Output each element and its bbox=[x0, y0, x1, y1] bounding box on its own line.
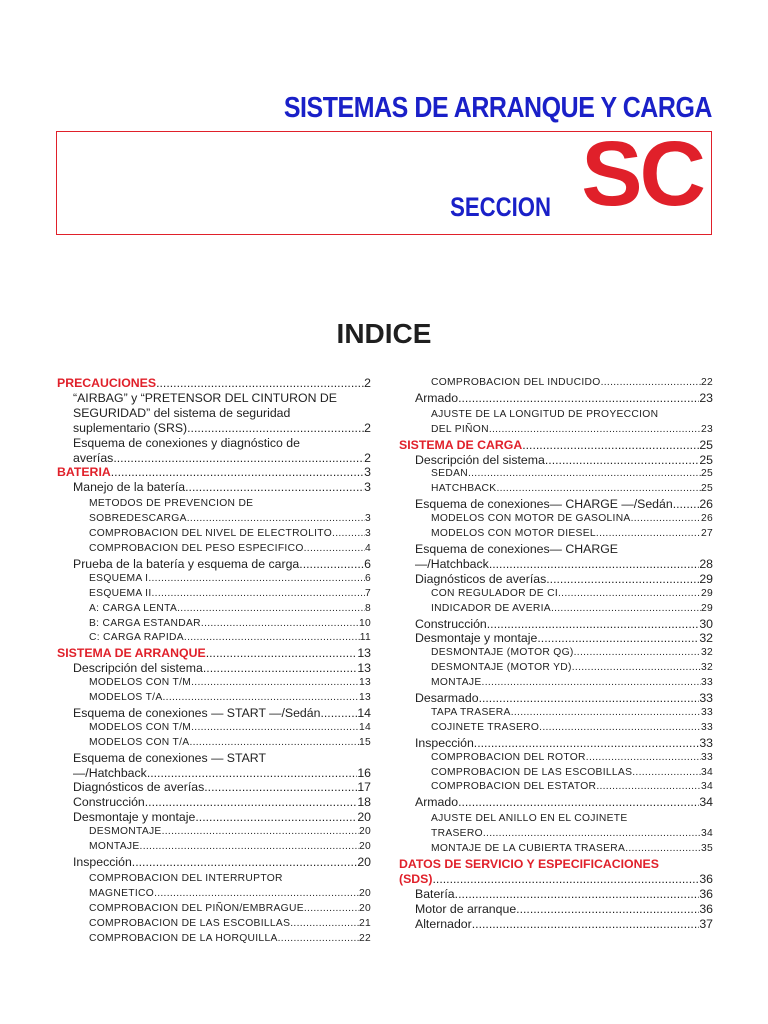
toc-dot-leader bbox=[632, 766, 701, 781]
document-title: SISTEMAS DE ARRANQUE Y CARGA bbox=[283, 92, 712, 124]
toc-dot-leader bbox=[489, 423, 701, 438]
toc-dot-leader bbox=[206, 646, 358, 661]
toc-entry-title: Motor de arranque bbox=[415, 901, 517, 916]
toc-dot-leader bbox=[203, 661, 357, 676]
toc-entry[interactable] bbox=[57, 870, 371, 887]
toc-entry-title: Desmontaje y montaje bbox=[415, 631, 538, 646]
toc-entry[interactable] bbox=[399, 602, 713, 617]
toc-entry-page: 17 bbox=[357, 780, 371, 795]
toc-entry-title: COMPROBACION DE LAS ESCOBILLAS bbox=[89, 917, 291, 929]
toc-entry[interactable] bbox=[399, 661, 713, 676]
toc-entry[interactable] bbox=[57, 780, 371, 795]
toc-entry-page: 33 bbox=[700, 677, 713, 689]
toc-dot-leader bbox=[631, 512, 701, 527]
toc-entry[interactable] bbox=[57, 721, 371, 736]
toc-entry[interactable] bbox=[399, 887, 713, 902]
toc-dot-leader bbox=[147, 766, 358, 781]
toc-entry-title: B: CARGA ESTANDAR bbox=[89, 617, 201, 629]
toc-entry-page: 22 bbox=[700, 377, 713, 388]
toc-entry-title: AJUSTE DE LA LONGITUD DE PROYECCION bbox=[431, 408, 659, 420]
toc-entry-title: MODELOS CON T/M bbox=[89, 721, 192, 733]
toc-entry-title: SOBREDESCARGA bbox=[89, 513, 187, 525]
toc-dot-leader bbox=[185, 480, 364, 495]
toc-dot-leader bbox=[511, 706, 701, 721]
toc-entry-title: ESQUEMA I bbox=[89, 572, 149, 584]
toc-dot-leader bbox=[290, 917, 359, 932]
toc-entry-page: 25 bbox=[699, 437, 713, 452]
toc-entry-page: 20 bbox=[358, 887, 371, 899]
toc-entry[interactable] bbox=[57, 602, 371, 617]
toc-dot-leader bbox=[320, 706, 357, 721]
toc-dot-leader bbox=[522, 438, 699, 453]
toc-entry-title: DESMONTAJE (MOTOR QG) bbox=[431, 647, 574, 659]
toc-dot-leader bbox=[572, 661, 701, 676]
toc-entry-title: TAPA TRASERA bbox=[431, 706, 511, 718]
toc-entry-title: SEDAN bbox=[431, 468, 468, 480]
toc-entry[interactable] bbox=[57, 406, 371, 421]
toc-entry-title: Diagnósticos de averías bbox=[73, 780, 205, 795]
toc-dot-leader bbox=[278, 932, 359, 947]
toc-entry-page: 33 bbox=[700, 751, 713, 763]
toc-entry[interactable] bbox=[57, 376, 371, 391]
toc-entry-title: COMPROBACION DE LAS ESCOBILLAS bbox=[431, 766, 633, 778]
toc-entry[interactable] bbox=[57, 887, 371, 902]
toc-dot-leader bbox=[184, 631, 360, 646]
toc-entry[interactable] bbox=[57, 512, 371, 527]
toc-dot-leader bbox=[111, 465, 364, 480]
toc-entry[interactable] bbox=[399, 391, 713, 406]
toc-entry-page: 4 bbox=[364, 542, 371, 554]
toc-entry-title: DESMONTAJE bbox=[89, 826, 162, 838]
toc-entry[interactable] bbox=[399, 376, 713, 391]
toc-entry-title: DEL PIÑON bbox=[431, 423, 489, 435]
toc-entry[interactable] bbox=[399, 527, 713, 542]
toc-entry-title: MODELOS CON MOTOR DE GASOLINA bbox=[431, 513, 631, 525]
toc-entry-page: 37 bbox=[699, 916, 713, 931]
toc-entry-page: 14 bbox=[357, 705, 371, 720]
toc-entry[interactable] bbox=[57, 736, 371, 751]
toc-entry-page: 36 bbox=[699, 871, 713, 886]
toc-entry[interactable] bbox=[57, 917, 371, 932]
toc-entry-title: C: CARGA RAPIDA bbox=[89, 632, 184, 644]
toc-dot-leader bbox=[487, 617, 700, 632]
toc-entry-title: Inspección bbox=[73, 855, 132, 869]
toc-entry-title: COMPROBACION DEL NIVEL DE ELECTROLITO bbox=[89, 528, 333, 540]
toc-entry[interactable] bbox=[57, 631, 371, 646]
toc-dot-leader bbox=[482, 676, 701, 691]
toc-dot-leader bbox=[177, 602, 365, 617]
toc-entry-title: ESQUEMA II bbox=[89, 587, 152, 599]
toc-entry-page: 7 bbox=[364, 587, 371, 599]
toc-entry[interactable] bbox=[399, 917, 713, 932]
toc-entry[interactable] bbox=[57, 676, 371, 691]
toc-entry[interactable] bbox=[399, 438, 713, 453]
toc-entry-title: MODELOS CON T/M bbox=[89, 677, 192, 689]
toc-entry-title: SISTEMA DE ARRANQUE bbox=[57, 646, 206, 661]
toc-entry-title: MODELOS CON MOTOR DIESEL bbox=[431, 528, 596, 540]
toc-dot-leader bbox=[537, 631, 699, 646]
toc-entry[interactable] bbox=[57, 557, 371, 572]
toc-dot-leader bbox=[304, 542, 365, 557]
toc-entry[interactable] bbox=[57, 766, 371, 781]
toc-entry-title: AJUSTE DEL ANILLO EN EL COJINETE bbox=[431, 813, 628, 825]
toc-entry-title: Armado bbox=[415, 795, 459, 810]
toc-entry[interactable] bbox=[399, 572, 713, 587]
toc-entry-page: 33 bbox=[699, 691, 713, 706]
toc-dot-leader bbox=[195, 810, 357, 825]
toc-entry[interactable] bbox=[57, 932, 371, 947]
toc-entry[interactable] bbox=[399, 497, 713, 512]
toc-dot-leader bbox=[189, 736, 359, 751]
toc-entry-page: 27 bbox=[700, 528, 713, 540]
toc-entry[interactable] bbox=[399, 646, 713, 661]
toc-entry-page: 32 bbox=[700, 647, 713, 659]
toc-entry-title: SISTEMA DE CARGA bbox=[399, 437, 523, 452]
toc-dot-leader bbox=[458, 391, 699, 406]
toc-entry-page: 20 bbox=[358, 902, 371, 914]
toc-entry[interactable] bbox=[57, 527, 371, 542]
toc-entry-title: Esquema de conexiones — START bbox=[73, 750, 266, 765]
toc-entry-title: Descripción del sistema bbox=[73, 661, 203, 676]
toc-entry-title: CON REGULADOR DE CI bbox=[431, 587, 558, 599]
toc-entry[interactable] bbox=[57, 810, 371, 825]
toc-entry-title: COMPROBACION DEL INTERRUPTOR bbox=[89, 872, 283, 884]
toc-entry-page: 8 bbox=[364, 602, 371, 614]
toc-entry[interactable] bbox=[57, 465, 371, 480]
toc-dot-leader bbox=[551, 602, 701, 617]
toc-entry-page: 29 bbox=[700, 587, 713, 599]
toc-entry-title: Esquema de conexiones — START —/Sedán bbox=[73, 705, 321, 720]
toc-entry-title: —/Hatchback bbox=[73, 765, 147, 780]
toc-entry-page: 20 bbox=[357, 855, 371, 869]
toc-entry-page: 15 bbox=[358, 736, 371, 748]
toc-entry[interactable] bbox=[57, 436, 371, 451]
toc-entry[interactable] bbox=[399, 827, 713, 842]
toc-entry-title: A: CARGA LENTA bbox=[89, 602, 178, 614]
toc-entry-page: 20 bbox=[357, 810, 371, 825]
toc-entry[interactable] bbox=[399, 557, 713, 572]
toc-entry[interactable] bbox=[399, 721, 713, 736]
toc-entry[interactable] bbox=[399, 706, 713, 721]
toc-entry[interactable] bbox=[57, 542, 371, 557]
toc-entry-page: 29 bbox=[699, 571, 713, 586]
toc-entry-title: Prueba de la batería y esquema de carga bbox=[73, 556, 300, 571]
toc-dot-leader bbox=[558, 587, 701, 602]
toc-entry-title: TRASERO bbox=[431, 828, 483, 840]
section-box bbox=[56, 123, 712, 235]
toc-dot-leader bbox=[574, 646, 701, 661]
toc-dot-leader bbox=[468, 467, 701, 482]
toc-entry[interactable] bbox=[399, 691, 713, 706]
toc-dot-leader bbox=[148, 572, 365, 587]
toc-entry-page: 25 bbox=[700, 483, 713, 495]
toc-entry-page: 22 bbox=[358, 932, 371, 944]
toc-entry-title: —/Hatchback bbox=[415, 556, 489, 571]
toc-entry[interactable] bbox=[57, 661, 371, 676]
toc-entry-title: Esquema de conexiones— CHARGE bbox=[415, 541, 618, 556]
toc-entry[interactable] bbox=[399, 902, 713, 917]
toc-left-column bbox=[57, 376, 371, 946]
toc-entry-title: MONTAJE DE LA CUBIERTA TRASERA bbox=[431, 843, 626, 855]
toc-entry[interactable] bbox=[399, 810, 713, 827]
toc-entry-title: Diagnósticos de averías bbox=[415, 571, 547, 586]
toc-entry-title: suplementario (SRS) bbox=[73, 420, 188, 435]
toc-entry-title: SEGURIDAD” del sistema de seguridad bbox=[73, 405, 291, 420]
toc-entry-title: Descripción del sistema bbox=[415, 452, 545, 467]
toc-dot-leader bbox=[201, 617, 359, 632]
toc-entry-page: 32 bbox=[700, 662, 713, 674]
toc-entry-page: 32 bbox=[699, 631, 713, 646]
toc-entry[interactable] bbox=[57, 617, 371, 632]
toc-entry-page: 34 bbox=[700, 781, 713, 793]
toc-entry[interactable] bbox=[57, 480, 371, 495]
toc-entry-title: MODELOS CON T/A bbox=[89, 736, 190, 748]
toc-entry[interactable] bbox=[399, 467, 713, 482]
toc-dot-leader bbox=[187, 512, 365, 527]
toc-dot-leader bbox=[479, 691, 700, 706]
toc-entry-title: DATOS DE SERVICIO Y ESPECIFICACIONES bbox=[399, 857, 659, 871]
toc-entry[interactable] bbox=[57, 451, 371, 466]
toc-entry-title: COMPROBACION DEL INDUCIDO bbox=[431, 377, 601, 388]
toc-dot-leader bbox=[191, 721, 359, 736]
toc-entry-page: 3 bbox=[364, 480, 371, 495]
toc-entry[interactable] bbox=[399, 736, 713, 751]
toc-entry-page: 34 bbox=[700, 766, 713, 778]
toc-entry-title: Esquema de conexiones— CHARGE —/Sedán bbox=[415, 497, 673, 512]
toc-dot-leader bbox=[299, 557, 364, 572]
toc-entry-title: Desmontaje y montaje bbox=[73, 810, 196, 825]
toc-entry-page: 2 bbox=[364, 450, 371, 465]
toc-entry[interactable] bbox=[399, 631, 713, 646]
toc-entry[interactable] bbox=[399, 512, 713, 527]
toc-entry-title: MONTAJE bbox=[431, 677, 482, 689]
toc-entry-page: 36 bbox=[699, 886, 713, 901]
toc-entry-page: 28 bbox=[699, 556, 713, 571]
toc-entry-page: 3 bbox=[364, 513, 371, 525]
toc-entry-page: 34 bbox=[699, 795, 713, 810]
toc-dot-leader bbox=[152, 587, 365, 602]
toc-dot-leader bbox=[113, 451, 364, 466]
toc-dot-leader bbox=[455, 887, 700, 902]
toc-dot-leader bbox=[163, 691, 359, 706]
toc-dot-leader bbox=[516, 902, 699, 917]
toc-dot-leader bbox=[332, 527, 365, 542]
toc-entry-page: 26 bbox=[699, 497, 713, 512]
toc-entry-page: 14 bbox=[358, 721, 371, 733]
toc-dot-leader bbox=[586, 751, 701, 766]
toc-entry[interactable] bbox=[57, 840, 371, 855]
toc-entry[interactable] bbox=[57, 795, 371, 810]
toc-entry-page: 13 bbox=[358, 692, 371, 704]
toc-dot-leader bbox=[187, 421, 364, 436]
toc-entry-title: MONTAJE bbox=[89, 841, 140, 853]
toc-entry[interactable] bbox=[57, 751, 371, 766]
toc-entry-page: 13 bbox=[357, 661, 371, 676]
toc-entry[interactable] bbox=[57, 391, 371, 406]
toc-dot-leader bbox=[673, 497, 700, 512]
toc-entry-title: Alternador bbox=[415, 916, 472, 931]
section-code: SC bbox=[581, 123, 703, 225]
toc-dot-leader bbox=[154, 887, 359, 902]
toc-dot-leader bbox=[162, 825, 359, 840]
toc-entry-page: 20 bbox=[358, 841, 371, 853]
toc-entry[interactable] bbox=[399, 482, 713, 497]
index-heading: INDICE bbox=[336, 318, 432, 349]
toc-entry-page: 25 bbox=[699, 452, 713, 467]
toc-entry[interactable] bbox=[399, 676, 713, 691]
toc-entry-page: 13 bbox=[357, 646, 371, 661]
toc-entry[interactable] bbox=[399, 842, 713, 857]
toc-dot-leader bbox=[132, 855, 358, 870]
toc-entry[interactable] bbox=[57, 572, 371, 587]
toc-entry-title: COJINETE TRASERO bbox=[431, 721, 540, 733]
toc-dot-leader bbox=[496, 482, 700, 497]
toc-entry-page: 29 bbox=[700, 602, 713, 614]
toc-entry-page: 34 bbox=[700, 828, 713, 840]
section-word: SECCION bbox=[450, 192, 551, 222]
toc-entry-title: averías bbox=[73, 450, 114, 465]
toc-dot-leader bbox=[625, 842, 701, 857]
toc-entry-title: (SDS) bbox=[399, 871, 433, 886]
toc-dot-leader bbox=[596, 527, 701, 542]
toc-entry-title: Construcción bbox=[73, 795, 145, 810]
toc-entry-page: 33 bbox=[699, 735, 713, 750]
toc-entry-page: 20 bbox=[358, 826, 371, 838]
toc-entry[interactable] bbox=[57, 587, 371, 602]
toc-dot-leader bbox=[546, 572, 699, 587]
toc-entry[interactable] bbox=[57, 691, 371, 706]
toc-dot-leader bbox=[545, 453, 699, 468]
toc-entry[interactable] bbox=[399, 780, 713, 795]
toc-dot-leader bbox=[472, 917, 700, 932]
toc-entry[interactable] bbox=[399, 617, 713, 632]
toc-entry-title: MODELOS T/A bbox=[89, 692, 163, 704]
toc-dot-leader bbox=[156, 376, 364, 391]
toc-dot-leader bbox=[601, 376, 701, 391]
toc-entry[interactable] bbox=[399, 406, 713, 423]
toc-entry-page: 3 bbox=[364, 465, 371, 480]
toc-entry-page: 23 bbox=[700, 423, 713, 435]
toc-entry-title: Manejo de la batería bbox=[73, 480, 186, 495]
toc-entry[interactable] bbox=[399, 872, 713, 887]
toc-entry[interactable] bbox=[57, 902, 371, 917]
toc-entry-title: Armado bbox=[415, 390, 459, 405]
toc-entry[interactable] bbox=[57, 825, 371, 840]
toc-entry[interactable] bbox=[399, 542, 713, 557]
toc-entry-page: 33 bbox=[700, 706, 713, 718]
toc-entry-page: 10 bbox=[358, 617, 371, 629]
toc-entry-title: PRECAUCIONES bbox=[57, 376, 157, 390]
toc-entry-page: 3 bbox=[364, 528, 371, 540]
toc-entry[interactable] bbox=[399, 751, 713, 766]
toc-entry-page: 16 bbox=[357, 765, 371, 780]
toc-entry-page: 36 bbox=[699, 901, 713, 916]
toc-dot-leader bbox=[304, 902, 359, 917]
toc-entry[interactable] bbox=[399, 795, 713, 810]
toc-dot-leader bbox=[483, 827, 701, 842]
toc-entry[interactable] bbox=[57, 421, 371, 436]
toc-entry[interactable] bbox=[57, 855, 371, 870]
toc-entry-page: 30 bbox=[699, 616, 713, 631]
toc-entry-page: 18 bbox=[357, 795, 371, 810]
toc-entry-page: 13 bbox=[358, 677, 371, 689]
toc-entry[interactable] bbox=[399, 766, 713, 781]
toc-entry-title: “AIRBAG” y “PRETENSOR DEL CINTURON DE bbox=[73, 390, 337, 405]
toc-entry-page: 2 bbox=[364, 376, 371, 390]
toc-dot-leader bbox=[539, 721, 701, 736]
toc-dot-leader bbox=[474, 736, 700, 751]
toc-entry-page: 33 bbox=[700, 721, 713, 733]
toc-dot-leader bbox=[489, 557, 700, 572]
toc-entry-title: Desarmado bbox=[415, 691, 479, 706]
toc-entry[interactable] bbox=[57, 495, 371, 512]
toc-entry-page: 35 bbox=[700, 843, 713, 855]
toc-entry-title: INDICADOR DE AVERIA bbox=[431, 602, 551, 614]
toc-dot-leader bbox=[596, 780, 701, 795]
toc-dot-leader bbox=[145, 795, 358, 810]
toc-entry[interactable] bbox=[399, 423, 713, 438]
toc-entry-title: MAGNETICO bbox=[89, 887, 155, 899]
toc-entry-title: COMPROBACION DEL ESTATOR bbox=[431, 781, 597, 793]
toc-entry-title: BATERIA bbox=[57, 465, 111, 480]
toc-right-column bbox=[399, 376, 713, 932]
toc-entry[interactable] bbox=[57, 646, 371, 661]
toc-entry-page: 2 bbox=[364, 420, 371, 435]
toc-entry-title: METODOS DE PREVENCION DE bbox=[89, 498, 254, 510]
toc-entry-page: 26 bbox=[700, 513, 713, 525]
toc-dot-leader bbox=[140, 840, 359, 855]
toc-entry-page: 11 bbox=[359, 632, 371, 644]
toc-entry-page: 6 bbox=[364, 572, 371, 584]
toc-entry[interactable] bbox=[399, 857, 713, 872]
toc-dot-leader bbox=[191, 676, 359, 691]
toc-dot-leader bbox=[458, 795, 699, 810]
toc-entry[interactable] bbox=[399, 453, 713, 468]
toc-entry-page: 23 bbox=[699, 390, 713, 405]
toc-entry-title: HATCHBACK bbox=[431, 483, 497, 495]
toc-dot-leader bbox=[204, 780, 357, 795]
toc-dot-leader bbox=[432, 872, 699, 887]
toc-entry-page: 21 bbox=[358, 917, 371, 929]
toc-entry-title: DESMONTAJE (MOTOR YD) bbox=[431, 662, 572, 674]
toc-entry-page: 25 bbox=[700, 468, 713, 480]
toc-entry-title: Inspección bbox=[415, 735, 474, 750]
toc-entry-title: COMPROBACION DE LA HORQUILLA bbox=[89, 932, 278, 944]
toc-entry-page: 6 bbox=[364, 556, 371, 571]
toc-entry-title: COMPROBACION DEL ROTOR bbox=[431, 751, 586, 763]
toc-entry-title: COMPROBACION DEL PESO ESPECIFICO bbox=[89, 542, 304, 554]
toc-entry-title: Esquema de conexiones y diagnóstico de bbox=[73, 435, 300, 450]
toc-entry-title: COMPROBACION DEL PIÑON/EMBRAGUE bbox=[89, 902, 304, 914]
toc-entry-title: Batería bbox=[415, 886, 455, 901]
toc-entry[interactable] bbox=[399, 587, 713, 602]
toc-entry[interactable] bbox=[57, 706, 371, 721]
toc-entry-title: Construcción bbox=[415, 616, 487, 631]
